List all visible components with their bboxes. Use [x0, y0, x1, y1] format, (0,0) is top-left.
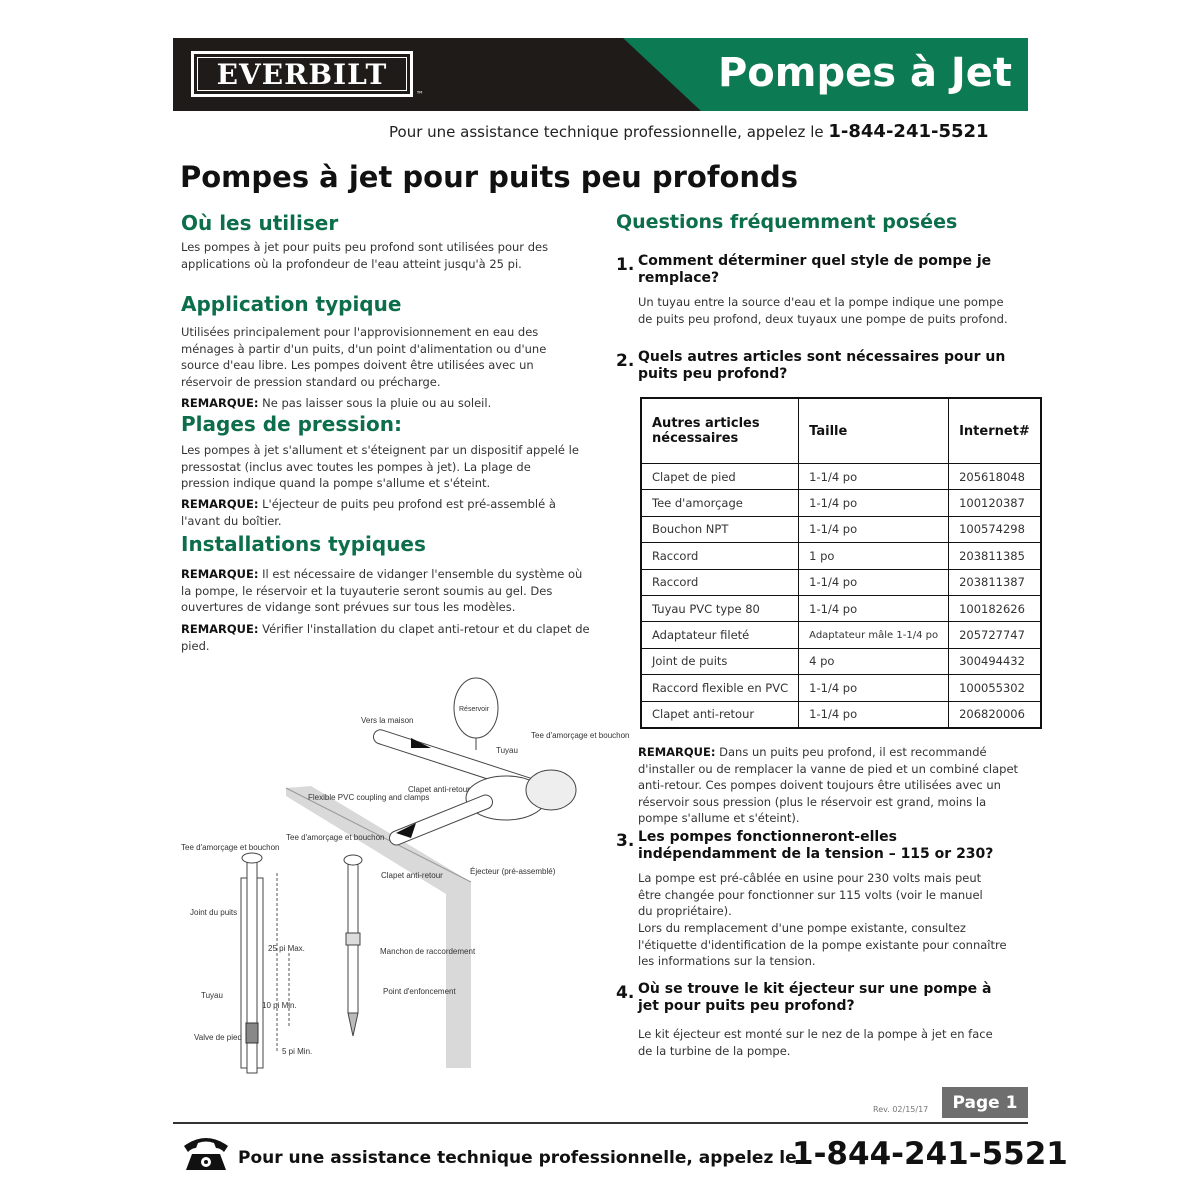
faq-question: Les pompes fonctionneront-elles indépendamment de la tension – 115 or 230? — [638, 829, 994, 862]
label-manchon: Manchon de raccordement — [380, 947, 476, 956]
faq-number: 4. — [616, 983, 635, 1003]
table-cell: Raccord flexible en PVC — [641, 675, 799, 701]
label-tee-amorcage-3: Tee d'amorçage et bouchon — [181, 843, 280, 852]
table-cell: Tee d'amorçage — [641, 490, 799, 516]
table-cell: 1 po — [799, 543, 949, 569]
table-cell: Clapet de pied — [641, 464, 799, 490]
wall-shading — [286, 786, 471, 1068]
revision-date: Rev. 02/15/17 — [873, 1105, 929, 1114]
everbilt-logo — [191, 51, 413, 97]
section-title-installations: Installations typiques — [181, 532, 426, 556]
table-cell: Adaptateur mâle 1-1/4 po — [799, 622, 949, 648]
table-cell: 1-1/4 po — [799, 490, 949, 516]
telephone-icon — [180, 1132, 232, 1172]
faq-number: 2. — [616, 351, 635, 371]
logo-text: EVERBILT — [197, 57, 407, 91]
top-assistance-line — [389, 121, 1029, 142]
table-row — [641, 701, 1041, 728]
faq-a3-part2: Lors du remplacement d'une pompe existante, consultez l'étiquette d'identification de la pompe existante pour connaître les informations sur la tension. — [638, 921, 1007, 968]
label-point: Point d'enfoncement — [383, 987, 456, 996]
drive-point — [348, 1013, 358, 1036]
table-row — [641, 543, 1041, 569]
note-label: REMARQUE: — [181, 497, 259, 511]
table-cell: 300494432 — [949, 648, 1041, 674]
header-title: Pompes à Jet — [717, 50, 1012, 96]
label-tee-amorcage-2: Tee d'amorçage et bouchon — [286, 833, 385, 842]
footer-assistance-text: Pour une assistance technique professionnelle, appelez le — [238, 1148, 797, 1168]
faq-a1: Un tuyau entre la source d'eau et la pompe indique une pompe de puits peu profond, deux tuyaux une pompe de puits profond. — [638, 295, 1008, 326]
label-valve-pied: Valve de pied — [194, 1033, 242, 1042]
page-title: Pompes à jet pour puits peu profonds — [180, 160, 799, 194]
table-cell: 4 po — [799, 648, 949, 674]
table-cell: 100574298 — [949, 516, 1041, 542]
table-header-cell: Autres articles nécessaires — [641, 398, 799, 464]
note-installations-2 — [181, 621, 611, 654]
table-cell: 203811387 — [949, 569, 1041, 595]
table-cell: Raccord — [641, 543, 799, 569]
table-row — [641, 464, 1041, 490]
table-cell: Clapet anti-retour — [641, 701, 799, 728]
faq-q4 — [616, 981, 1016, 1015]
note-label: REMARQUE: — [638, 745, 716, 759]
label-25-max: 25 pi Max. — [268, 944, 305, 953]
table-cell: 1-1/4 po — [799, 569, 949, 595]
faq-question: Quels autres articles sont nécessaires pour un puits peu profond? — [638, 349, 1006, 382]
installation-diagram — [176, 668, 630, 1078]
table-header-cell: Internet# — [949, 398, 1041, 464]
label-clapet-anti-2: Clapet anti-retour — [381, 871, 443, 880]
table-row — [641, 648, 1041, 674]
table-cell: 100120387 — [949, 490, 1041, 516]
section-title-application: Application typique — [181, 292, 402, 316]
note-label: REMARQUE: — [181, 622, 259, 636]
section-body-application: Utilisées principalement pour l'approvisionnement en eau des ménages à partir d'un puits, d'un point d'alimentation ou d'une source d'eau libre. Les pompes doivent être utilisées avec un réservoir de pression standard ou précharge. — [181, 325, 547, 389]
faq-a4: Le kit éjecteur est monté sur le nez de la pompe à jet en face de la turbine de la pompe. — [638, 1027, 993, 1058]
table-cell: 1-1/4 po — [799, 701, 949, 728]
section-title-pression: Plages de pression: — [181, 412, 402, 436]
faq-a3: La pompe est pré-câblée en usine pour 230 volts mais peut être changée pour fonctionner sur 115 volts (voir le manuel du propriétaire). — [638, 871, 983, 918]
label-clapet-anti: Clapet anti-retour — [408, 785, 470, 794]
header-banner — [173, 38, 1028, 111]
note-text: Dans un puits peu profond, il est recommandé d'installer ou de remplacer la vanne de pied et un combiné clapet anti-retour. Ces pompes doivent toujours être utilisées avec un réservoir sous pression (plus le réservoir est grand, moins la pompe s'allume et s'éteint). — [638, 745, 1019, 825]
label-5-min: 5 pi Min. — [282, 1047, 313, 1056]
note-label: REMARQUE: — [181, 396, 259, 410]
table-cell: 100182626 — [949, 595, 1041, 621]
faq-title: Questions fréquemment posées — [616, 211, 958, 233]
faq-question: Où se trouve le kit éjecteur sur une pompe à jet pour puits peu profond? — [638, 981, 992, 1014]
label-tee-amorcage: Tee d'amorçage et bouchon — [531, 731, 630, 740]
note-pression — [181, 496, 596, 529]
label-vers-maison: Vers la maison — [361, 716, 414, 725]
label-tuyau: Tuyau — [496, 746, 518, 755]
table-cell: 203811385 — [949, 543, 1041, 569]
label-ejecteur: Éjecteur (pré-assemblé) — [470, 867, 556, 876]
table-cell: 100055302 — [949, 675, 1041, 701]
section-body-pression: Les pompes à jet s'allument et s'éteignent par un dispositif appelé le pressostat (inclus avec toutes les pompes à jet). La plage de pression indique quand la pompe s'allume et s'éteint. — [181, 443, 579, 490]
table-header-cell: Taille — [799, 398, 949, 464]
label-joint-puits: Joint du puits — [190, 908, 238, 917]
table-row — [641, 490, 1041, 516]
note-text: Ne pas laisser sous la pluie ou au soleil. — [262, 396, 492, 410]
foot-valve — [246, 1023, 258, 1043]
section-title-ou: Où les utiliser — [181, 211, 339, 235]
table-cell: 206820006 — [949, 701, 1041, 728]
label-tuyau-2: Tuyau — [201, 991, 223, 1000]
table-cell: Joint de puits — [641, 648, 799, 674]
footer-phone[interactable]: 1-844-241-5521 — [792, 1136, 1068, 1172]
faq-number: 1. — [616, 255, 635, 275]
table-row — [641, 516, 1041, 542]
note-text: Il est nécessaire de vidanger l'ensemble du système où la pompe, le réservoir et la tuyauterie seront soumis au gel. Des ouvertures de vidange sont prévues sur tous les modèles. — [181, 567, 583, 614]
footer-divider — [173, 1122, 1028, 1124]
section-body-ou: Les pompes à jet pour puits peu profond sont utilisées pour des applications où la profondeur de l'eau atteint jusqu'à 25 pi. — [181, 240, 549, 271]
table-row — [641, 569, 1041, 595]
note-application — [181, 395, 601, 412]
label-reservoir: Réservoir — [459, 706, 489, 713]
table-cell: Bouchon NPT — [641, 516, 799, 542]
table-cell: 1-1/4 po — [799, 464, 949, 490]
table-cell: 1-1/4 po — [799, 595, 949, 621]
label-10-min: 10 pi Min. — [262, 1001, 297, 1010]
faq-q3 — [616, 829, 1016, 863]
table-row — [641, 675, 1041, 701]
faq-question: Comment déterminer quel style de pompe je remplace? — [638, 253, 992, 286]
parts-table — [640, 397, 1042, 729]
table-cell: Raccord — [641, 569, 799, 595]
note-installations-1 — [181, 566, 591, 616]
faq-q1 — [616, 253, 1016, 287]
table-cell: 205727747 — [949, 622, 1041, 648]
note-label: REMARQUE: — [181, 567, 259, 581]
pump-motor — [526, 770, 576, 810]
table-header-row — [641, 398, 1041, 464]
note-text: Vérifier l'installation du clapet anti-retour et du clapet de pied. — [181, 622, 590, 653]
label-flexible: Flexible PVC coupling and clamps — [308, 793, 430, 802]
page-number-badge: Page 1 — [942, 1087, 1028, 1118]
assistance-text: Pour une assistance technique professionnelle, appelez le — [389, 123, 824, 141]
table-cell: 1-1/4 po — [799, 675, 949, 701]
faq-number: 3. — [616, 831, 635, 851]
table-row — [641, 595, 1041, 621]
table-row — [641, 622, 1041, 648]
table-note — [638, 744, 1028, 827]
table-cell: Adaptateur fileté — [641, 622, 799, 648]
footer-assistance — [180, 1132, 1068, 1177]
table-cell: Tuyau PVC type 80 — [641, 595, 799, 621]
table-cell: 1-1/4 po — [799, 516, 949, 542]
table-cell: 205618048 — [949, 464, 1041, 490]
faq-q2 — [616, 349, 1016, 383]
note-text: L'éjecteur de puits peu profond est pré-assemblé à l'avant du boîtier. — [181, 497, 556, 528]
trademark: ™ — [416, 90, 424, 99]
assistance-phone[interactable]: 1-844-241-5521 — [828, 121, 989, 142]
